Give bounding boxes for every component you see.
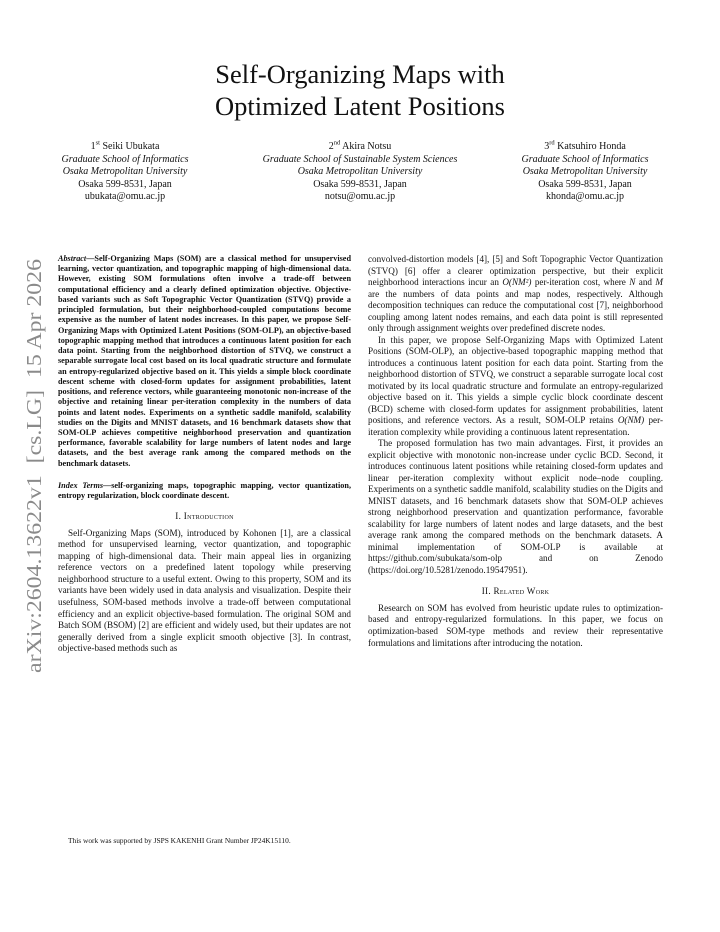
intro-p2-text-c: and bbox=[635, 277, 656, 288]
author-1-ordinal: 1 bbox=[90, 141, 96, 152]
section-1-number: I. bbox=[175, 511, 182, 522]
title-line-1: Self-Organizing Maps with bbox=[215, 59, 505, 89]
intro-p2-text-b: per-iteration cost, where bbox=[531, 277, 630, 288]
author-1-university: Osaka Metropolitan University bbox=[62, 166, 188, 178]
intro-p3-text-a: In this paper, we propose Self-Organizing Maps with Optimized Latent Positions (SOM-OLP), an objective-based topographic mapping method that introduces a continuous latent position for each data point. Starting from the neighborhood distortion of STVQ, we construct a separable surrogate local cost motivated by its local quadratic structure and formulate an entropy-regularized objective based on it. This yields a simple cyclic block coordinate descent (BCD) scheme with closed-form updates for assignment probabilities, latent positions, and reference vectors. As a result, SOM-OLP retains bbox=[368, 334, 663, 426]
author-2-university: Osaka Metropolitan University bbox=[297, 166, 423, 178]
author-block bbox=[40, 141, 680, 221]
author-3-university: Osaka Metropolitan University bbox=[522, 166, 648, 178]
author-3-ordinal-suffix: rd bbox=[549, 139, 555, 147]
author-1-affiliation: Graduate School of Informatics bbox=[61, 153, 189, 165]
author-1-ordinal-suffix: st bbox=[95, 139, 100, 147]
author-3-location: Osaka 599-8531, Japan bbox=[538, 178, 632, 190]
symbol-n: N bbox=[629, 277, 636, 288]
symbol-m: M bbox=[655, 277, 664, 288]
author-3-email: khonda@omu.ac.jp bbox=[545, 191, 625, 203]
arxiv-id-text: arXiv:2604.13622v1 [cs.LG] 15 Apr 2026 bbox=[22, 307, 46, 673]
intro-paragraph-2 bbox=[368, 254, 663, 335]
author-2-ordinal: 2 bbox=[328, 141, 334, 152]
section-heading-related-work bbox=[368, 586, 663, 598]
abstract bbox=[58, 254, 351, 469]
intro-paragraph-1: Self-Organizing Maps (SOM), introduced by Kohonen [1], are a classical method for unsupervised learning, vector quantization, and topographic mapping of high-dimensional data. Their main appeal lies in organizing reference vectors on a predefined latent topology while preserving neighborhood structure to a useful extent. Owing to this property, SOM and its variants have been widely used in data analysis and visualization. Despite their usefulness, SOM-based methods involve a trade-off between computational efficiency and an explicit objective-based formulation. The original SOM and Batch SOM (BSOM) [2] are efficient and widely used, but their updates are not generally derived from a single explicit smooth objective [3]. In contrast, objective-based methods such as bbox=[58, 527, 351, 654]
section-2-number: II. bbox=[481, 586, 491, 597]
complexity-nm2: O(NM²) bbox=[502, 277, 532, 288]
author-2-email: notsu@omu.ac.jp bbox=[324, 191, 396, 203]
author-2-name: Akira Notsu bbox=[342, 141, 392, 152]
paper-title bbox=[0, 58, 720, 122]
title-line-2: Optimized Latent Positions bbox=[215, 91, 505, 121]
intro-paragraph-3 bbox=[368, 335, 663, 439]
abstract-label: Abstract bbox=[58, 254, 87, 263]
author-3-ordinal: 3 bbox=[544, 141, 550, 152]
complexity-nm: O(NM) bbox=[617, 415, 645, 426]
index-terms-text: —self-organizing maps, topographic mapping, vector quantization, entropy regularization, block coordinate descent. bbox=[58, 480, 351, 501]
section-2-title: Related Work bbox=[493, 586, 550, 597]
funding-footnote: This work was supported by JSPS KAKENHI Grant Number JP24K15110. bbox=[68, 836, 291, 845]
author-3 bbox=[485, 141, 685, 204]
intro-p3-text-b: per-iteration complexity while providing a continuous latent representation. bbox=[368, 415, 663, 437]
intro-p2-text-a: convolved-distortion models [4], [5] and Soft Topographic Vector Quantization (STVQ) [6] offer a clearer optimization perspective, but their explicit neighborhood interactions incur an bbox=[368, 254, 663, 288]
left-column bbox=[58, 254, 351, 655]
author-2-affiliation: Graduate School of Sustainable System Sciences bbox=[262, 153, 458, 165]
arxiv-identifier-stamp bbox=[8, 255, 52, 675]
abstract-text: —Self-Organizing Maps (SOM) are a classical method for unsupervised learning, vector quantization, and topographic mapping of high-dimensional data. However, existing SOM formulations often involve a trade-off between computational efficiency and a clearly defined optimization objective. Objective-based variants such as Soft Topographic Vector Quantization (STVQ) provide a principled formulation, but their neighborhood-coupled computations become expensive as the number of latent nodes increases. In this paper, we propose Self-Organizing Maps with Optimized Latent Positions (SOM-OLP), an objective-based topographic mapping method that introduces a continuous latent position for each data point. Starting from the neighborhood distortion of STVQ, we construct a separable surrogate local cost based on its local quadratic structure and formulate an entropy-regularized objective based on it. This yields a simple block coordinate descent scheme with closed-form updates for assignment probabilities, latent positions, and reference vectors, while guaranteeing monotonic non-increase of the objective and retaining linear per-iteration complexity in the numbers of data points and latent nodes. Experiments on a synthetic saddle manifold, scalability studies on the Digits and MNIST datasets, and 16 benchmark datasets show that SOM-OLP achieves competitive neighborhood preservation and quantization performance, favorable scalability for large numbers of latent nodes and large datasets, and the best average rank among the compared methods on the benchmark datasets. bbox=[58, 254, 351, 468]
author-1-location: Osaka 599-8531, Japan bbox=[78, 178, 172, 190]
intro-paragraph-4: The proposed formulation has two main advantages. First, it provides an explicit objective with monotonic non-increase under cyclic BCD. Second, it introduces continuous latent positions while retaining closed-form updates and linear per-iteration complexity without explicit node–node coupling. Experiments on a synthetic saddle manifold, scalability studies on the Digits and MNIST datasets, and 16 benchmark datasets show that SOM-OLP achieves strong neighborhood preservation and quantization performance, favorable scalability for large numbers of latent nodes and large datasets, and the best average rank among the compared methods on the benchmark datasets. A minimal implementation of SOM-OLP is available at https://github.com/subukata/som-olp and on Zenodo (https://doi.org/10.5281/zenodo.19547951). bbox=[368, 438, 663, 575]
author-2-location: Osaka 599-8531, Japan bbox=[313, 178, 407, 190]
author-1-name: Seiki Ubukata bbox=[102, 141, 160, 152]
author-2 bbox=[240, 141, 480, 204]
section-heading-introduction bbox=[58, 511, 351, 523]
index-terms-label: Index Terms bbox=[58, 480, 104, 490]
section-1-title: Introduction bbox=[183, 511, 234, 522]
right-column bbox=[368, 254, 663, 649]
author-3-affiliation: Graduate School of Informatics bbox=[521, 153, 649, 165]
author-2-ordinal-suffix: nd bbox=[333, 139, 341, 147]
intro-p2-text-d: are the numbers of data points and map nodes, respectively. Although decomposition techniques can reduce the computational cost [7], neighborhood coupling among latent nodes remains, and each data point is still represented only through assignment weights over predefined discrete nodes. bbox=[368, 288, 663, 334]
author-1 bbox=[40, 141, 210, 204]
author-3-name: Katsuhiro Honda bbox=[557, 141, 626, 152]
author-1-email: ubukata@omu.ac.jp bbox=[84, 191, 166, 203]
related-work-paragraph-1: Research on SOM has evolved from heuristic update rules to optimization-based and entropy-regularized formulations. In this paper, we focus on optimization-based SOM-type methods and review their representative formulations and limitations after introducing the notation. bbox=[368, 602, 663, 648]
index-terms bbox=[58, 481, 351, 501]
